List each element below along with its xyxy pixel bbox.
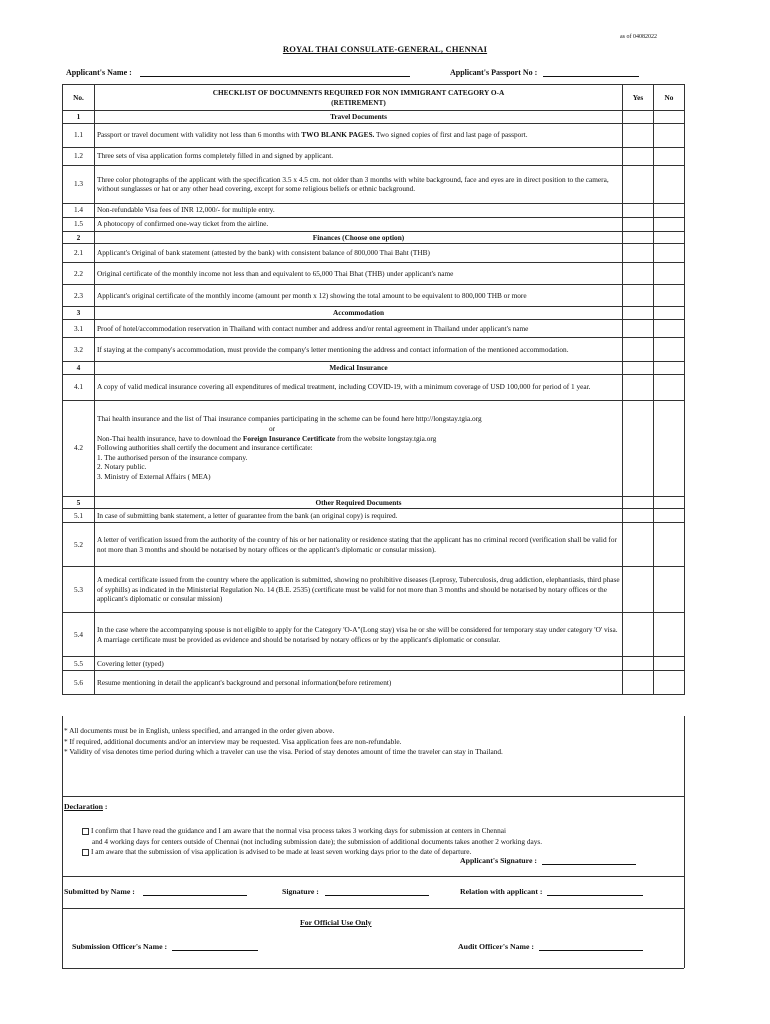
declaration-checkbox[interactable] bbox=[82, 849, 89, 856]
item-number: 5.4 bbox=[63, 613, 95, 657]
yes-checkbox-cell[interactable] bbox=[623, 361, 654, 374]
applicant-signature-label: Applicant's Signature : bbox=[460, 856, 537, 865]
item-text: Applicant's Original of bank statement (attested by the bank) with consistent balance of 800,000 Thai Baht (THB) bbox=[95, 244, 623, 263]
checklist-title-line1: CHECKLIST OF DOCUMNENTS REQUIRED FOR NON IMMIGRANT CATEGORY O-A bbox=[212, 87, 505, 97]
table-row bbox=[63, 374, 685, 400]
section-row bbox=[63, 111, 685, 124]
declaration-text: I am aware that the submission of visa application is advised to be made at least seven working days prior to the date of departure. bbox=[91, 847, 472, 857]
item-text: In case of submitting bank statement, a letter of guarantee from the bank (an original copy) is required. bbox=[95, 509, 623, 523]
section-row bbox=[63, 496, 685, 509]
item-text-part: Two signed copies of first and last page of passport. bbox=[374, 130, 528, 140]
section-number: 1 bbox=[63, 111, 95, 124]
item-text: A copy of valid medical insurance covering all expenditures of medical treatment, including COVID-19, with a minimum coverage of USD 100,000 for period of 1 year. bbox=[95, 374, 623, 400]
item-text: Original certificate of the monthly income not less than and equivalent to 65,000 Thai Bhat (THB) under applicant's name bbox=[95, 263, 623, 285]
table-row bbox=[63, 203, 685, 217]
no-checkbox-cell[interactable] bbox=[654, 567, 685, 613]
submitted-by-row bbox=[64, 887, 247, 896]
yes-checkbox-cell[interactable] bbox=[623, 657, 654, 671]
item-text: A letter of verification issued from the authority of the country of his or her nationality or residence stating that the applicant has no criminal record (verification shall be valid for not more than 3 months and should be notarised by notary offices or the applicant's diplomatic or consular mission). bbox=[95, 523, 623, 567]
section-title: Other Required Documents bbox=[95, 496, 623, 509]
item-text: Covering letter (typed) bbox=[95, 657, 623, 671]
official-use-title: For Official Use Only bbox=[300, 918, 372, 927]
no-checkbox-cell[interactable] bbox=[654, 613, 685, 657]
signature-row bbox=[282, 887, 429, 896]
item-number: 5.2 bbox=[63, 523, 95, 567]
table-row bbox=[63, 400, 685, 496]
applicant-signature-field[interactable] bbox=[542, 856, 636, 865]
frame-right-border bbox=[684, 716, 685, 968]
applicant-name-label: Applicant's Name : bbox=[66, 68, 132, 77]
no-checkbox-cell[interactable] bbox=[654, 337, 685, 361]
item-text: Proof of hotel/accommodation reservation in Thailand with contact number and address and/or rental agreement in Thailand under applicant's name bbox=[95, 319, 623, 337]
item-number: 3.2 bbox=[63, 337, 95, 361]
table-row bbox=[63, 567, 685, 613]
insurance-authority-item: 3. Ministry of External Affairs ( MEA) bbox=[97, 472, 211, 482]
yes-checkbox-cell[interactable] bbox=[623, 613, 654, 657]
item-number: 1.2 bbox=[63, 147, 95, 165]
yes-checkbox-cell[interactable] bbox=[623, 671, 654, 695]
declaration-divider bbox=[62, 876, 684, 877]
checklist-table bbox=[62, 84, 685, 695]
declaration-checkbox[interactable] bbox=[82, 828, 89, 835]
checklist-title bbox=[95, 85, 623, 111]
applicant-passport-row bbox=[450, 68, 639, 77]
no-checkbox-cell[interactable] bbox=[654, 509, 685, 523]
consulate-title: ROYAL THAI CONSULATE-GENERAL, CHENNAI bbox=[282, 44, 488, 54]
item-text: Resume mentioning in detail the applicant's background and personal information(before retirement) bbox=[95, 671, 623, 695]
section-number: 5 bbox=[63, 496, 95, 509]
item-text: If staying at the company's accommodation, must provide the company's letter mentioning the address and contact information of the mentioned accommodation. bbox=[95, 337, 623, 361]
table-row bbox=[63, 613, 685, 657]
no-checkbox-cell[interactable] bbox=[654, 217, 685, 231]
no-checkbox-cell[interactable] bbox=[654, 231, 685, 244]
yes-checkbox-cell[interactable] bbox=[623, 337, 654, 361]
no-checkbox-cell[interactable] bbox=[654, 671, 685, 695]
section-title: Medical Insurance bbox=[95, 361, 623, 374]
applicant-signature-row bbox=[460, 856, 636, 865]
submitted-by-field[interactable] bbox=[143, 887, 247, 896]
item-number: 1.4 bbox=[63, 203, 95, 217]
item-text-bold: Foreign Insurance Certificate bbox=[242, 433, 336, 443]
submission-officer-field[interactable] bbox=[172, 942, 258, 951]
item-text: Three color photographs of the applicant with the specification 3.5 x 4.5 cm. not older than 3 months with white background, face and eyes are in direct position to the camera, without sunglasses or hat or any other head covering, except for some religious beliefs or ethnic background. bbox=[95, 165, 623, 203]
item-number: 5.3 bbox=[63, 567, 95, 613]
no-checkbox-cell[interactable] bbox=[654, 285, 685, 307]
yes-checkbox-cell[interactable] bbox=[623, 203, 654, 217]
item-number: 2.2 bbox=[63, 263, 95, 285]
col-no-header: No bbox=[654, 85, 685, 111]
no-checkbox-cell[interactable] bbox=[654, 147, 685, 165]
yes-checkbox-cell[interactable] bbox=[623, 231, 654, 244]
item-text bbox=[95, 123, 623, 147]
yes-checkbox-cell[interactable] bbox=[623, 217, 654, 231]
yes-checkbox-cell[interactable] bbox=[623, 263, 654, 285]
item-number: 4.2 bbox=[63, 400, 95, 496]
no-checkbox-cell[interactable] bbox=[654, 319, 685, 337]
item-text bbox=[95, 400, 623, 496]
note-item: * All documents must be in English, unless specified, and arranged in the order given above. bbox=[64, 726, 335, 735]
yes-checkbox-cell[interactable] bbox=[623, 496, 654, 509]
section-number: 2 bbox=[63, 231, 95, 244]
frame-left-border bbox=[62, 716, 63, 968]
declaration-text: I confirm that I have read the guidance and I am aware that the normal visa process takes 3 working days for submission at centers in Chennai bbox=[91, 826, 506, 835]
section-row bbox=[63, 361, 685, 374]
item-text: Three sets of visa application forms completely filled in and signed by applicant. bbox=[95, 147, 623, 165]
audit-officer-row bbox=[458, 942, 643, 951]
table-row bbox=[63, 509, 685, 523]
no-checkbox-cell[interactable] bbox=[654, 203, 685, 217]
no-checkbox-cell[interactable] bbox=[654, 165, 685, 203]
note-item: * Validity of visa denotes time period during which a traveler can use the visa. Period of stay denotes amount of time the traveler can stay in Thailand. bbox=[64, 747, 503, 757]
no-checkbox-cell[interactable] bbox=[654, 374, 685, 400]
item-text: In the case where the accompanying spouse is not eligible to apply for the Category 'O-A"(Long stay) visa he or she will be considered for temporary stay under category 'O' visa. A marriage certificate must be provided as evidence and should be notarised by notary offices or by the applicant's diplomatic or consular. bbox=[95, 613, 623, 657]
no-checkbox-cell[interactable] bbox=[654, 244, 685, 263]
applicant-passport-label: Applicant's Passport No : bbox=[450, 68, 538, 77]
insurance-authority-item: 2. Notary public. bbox=[97, 462, 147, 472]
no-checkbox-cell[interactable] bbox=[654, 523, 685, 567]
section-title: Travel Documents bbox=[95, 111, 623, 124]
applicant-passport-field[interactable] bbox=[543, 68, 639, 77]
no-checkbox-cell[interactable] bbox=[654, 123, 685, 147]
item-number: 2.1 bbox=[63, 244, 95, 263]
item-number: 1.3 bbox=[63, 165, 95, 203]
yes-checkbox-cell[interactable] bbox=[623, 285, 654, 307]
no-checkbox-cell[interactable] bbox=[654, 496, 685, 509]
submission-divider bbox=[62, 908, 684, 909]
insurance-foreign-line bbox=[97, 434, 620, 444]
section-row bbox=[63, 231, 685, 244]
signature-label: Signature : bbox=[282, 887, 319, 896]
table-row bbox=[63, 657, 685, 671]
yes-checkbox-cell[interactable] bbox=[623, 567, 654, 613]
yes-checkbox-cell[interactable] bbox=[623, 374, 654, 400]
item-number: 3.1 bbox=[63, 319, 95, 337]
no-checkbox-cell[interactable] bbox=[654, 361, 685, 374]
relation-row bbox=[460, 887, 643, 896]
section-row bbox=[63, 307, 685, 320]
declaration-heading bbox=[64, 802, 108, 811]
item-text-part: Non-Thai health insurance, have to download the bbox=[97, 433, 243, 443]
note-item: * If required, additional documents and/or an interview may be requested. Visa application fees are non-refundable. bbox=[64, 736, 402, 746]
item-text: A photocopy of confirmed one-way ticket from the airline. bbox=[95, 217, 623, 231]
declaration-text: and 4 working days for centers outside of Chennai (not including submission date); the submission of additional documents takes another 2 working days. bbox=[92, 836, 543, 846]
applicant-name-row bbox=[66, 68, 410, 77]
audit-officer-label: Audit Officer's Name : bbox=[458, 942, 535, 951]
declaration-item bbox=[82, 826, 682, 837]
item-number: 5.5 bbox=[63, 657, 95, 671]
no-checkbox-cell[interactable] bbox=[654, 657, 685, 671]
table-row bbox=[63, 217, 685, 231]
yes-checkbox-cell[interactable] bbox=[623, 400, 654, 496]
no-checkbox-cell[interactable] bbox=[654, 263, 685, 285]
declaration-colon: : bbox=[102, 802, 108, 811]
section-title: Accommodation bbox=[95, 307, 623, 320]
yes-checkbox-cell[interactable] bbox=[623, 165, 654, 203]
yes-checkbox-cell[interactable] bbox=[623, 123, 654, 147]
declaration-title: Declaration bbox=[64, 802, 103, 811]
submitted-by-label: Submitted by Name : bbox=[64, 887, 135, 896]
item-text: Non-refundable Visa fees of INR 12,000/- for multiple entry. bbox=[95, 203, 623, 217]
table-row bbox=[63, 244, 685, 263]
no-checkbox-cell[interactable] bbox=[654, 307, 685, 320]
item-text: Applicant's original certificate of the monthly income (amount per month x 12) showing the total amount to be equivalent to 800,000 THB or more bbox=[95, 285, 623, 307]
applicant-name-field[interactable] bbox=[140, 68, 410, 77]
yes-checkbox-cell[interactable] bbox=[623, 523, 654, 567]
item-number: 5.1 bbox=[63, 509, 95, 523]
yes-checkbox-cell[interactable] bbox=[623, 244, 654, 263]
table-row bbox=[63, 147, 685, 165]
table-row bbox=[63, 671, 685, 695]
item-text-part: from the website longstay.tgia.org bbox=[335, 433, 437, 443]
insurance-or-line: or bbox=[269, 423, 276, 433]
item-text-part: Passport or travel document with validity not less than 6 months with bbox=[97, 130, 302, 140]
table-row bbox=[63, 263, 685, 285]
yes-checkbox-cell[interactable] bbox=[623, 307, 654, 320]
col-number-header: No. bbox=[63, 85, 95, 111]
item-number: 1.1 bbox=[63, 123, 95, 147]
table-row bbox=[63, 285, 685, 307]
section-number: 4 bbox=[63, 361, 95, 374]
insurance-authorities-line: Following authorities shall certify the document and insurance certificate: bbox=[97, 443, 313, 453]
document-date: as of 04082022 bbox=[620, 34, 657, 40]
insurance-authority-item: 1. The authorised person of the insurance company. bbox=[97, 452, 248, 462]
item-number: 5.6 bbox=[63, 671, 95, 695]
table-header-row bbox=[63, 85, 685, 111]
submission-officer-row bbox=[72, 942, 258, 951]
yes-checkbox-cell[interactable] bbox=[623, 319, 654, 337]
table-row bbox=[63, 523, 685, 567]
notes-divider bbox=[62, 796, 684, 797]
item-text-bold: TWO BLANK PAGES. bbox=[301, 130, 375, 140]
item-text: A medical certificate issued from the country where the application is submitted, showing no prohibitive diseases (Leprosy, Tuberculosis, drug addiction, elephantiasis, third phase of syphills) as indicated in the Ministerial Regulation No. 14 (B.E. 2535) (certificate must be valid for not more than 3 months and should be notarised by notary offices or the applicant's diplomatic or consular mission) bbox=[95, 567, 623, 613]
yes-checkbox-cell[interactable] bbox=[623, 147, 654, 165]
yes-checkbox-cell[interactable] bbox=[623, 509, 654, 523]
audit-officer-field[interactable] bbox=[539, 942, 643, 951]
checklist-title-line2: (RETIREMENT) bbox=[331, 97, 386, 107]
table-row bbox=[63, 165, 685, 203]
signature-field[interactable] bbox=[325, 887, 429, 896]
frame-bottom-border bbox=[62, 968, 684, 969]
section-title: Finances (Choose one option) bbox=[95, 231, 623, 244]
submission-officer-label: Submission Officer's Name : bbox=[72, 942, 168, 951]
table-row bbox=[63, 337, 685, 361]
table-row bbox=[63, 319, 685, 337]
no-checkbox-cell[interactable] bbox=[654, 400, 685, 496]
relation-field[interactable] bbox=[547, 887, 643, 896]
yes-checkbox-cell[interactable] bbox=[623, 111, 654, 124]
table-row bbox=[63, 123, 685, 147]
col-yes-header: Yes bbox=[623, 85, 654, 111]
section-number: 3 bbox=[63, 307, 95, 320]
item-number: 1.5 bbox=[63, 217, 95, 231]
insurance-thai-line: Thai health insurance and the list of Thai insurance companies participating in the scheme can be found here http://longstay.tgia.org bbox=[97, 414, 482, 424]
item-number: 2.3 bbox=[63, 285, 95, 307]
no-checkbox-cell[interactable] bbox=[654, 111, 685, 124]
declaration-body bbox=[82, 826, 682, 858]
notes bbox=[64, 726, 503, 758]
item-number: 4.1 bbox=[63, 374, 95, 400]
relation-label: Relation with applicant : bbox=[460, 887, 543, 896]
